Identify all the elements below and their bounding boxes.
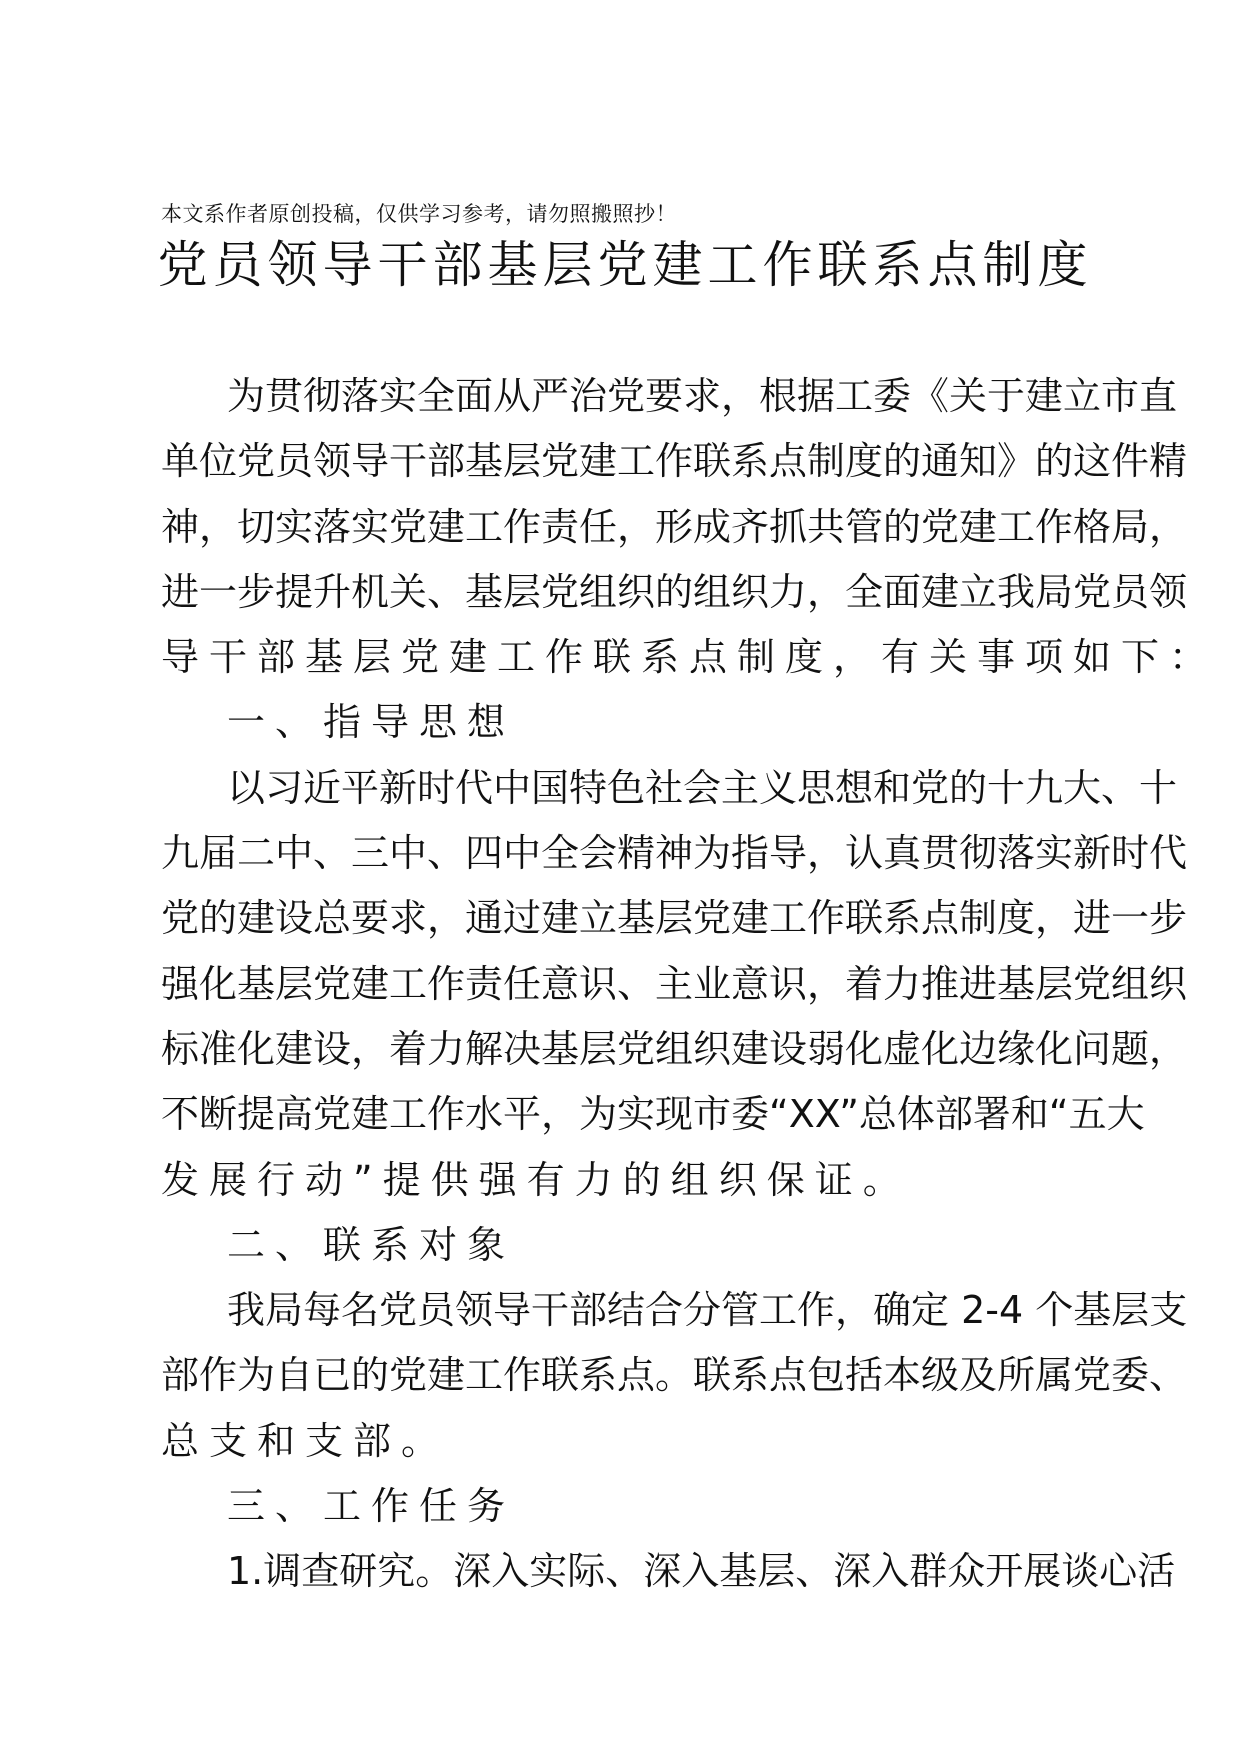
- paragraph-line: 神，切实落实党建工作责任，形成齐抓共管的党建工作格局，: [161, 504, 1188, 549]
- paragraph-line: 标准化建设，着力解决基层党组织建设弱化虚化边缘化问题，: [161, 1026, 1188, 1071]
- paragraph-line: 1.调查研究。深入实际、深入基层、深入群众开展谈心活: [227, 1549, 1176, 1594]
- paragraph-line: 九届二中、三中、四中全会精神为指导，认真贯彻落实新时代: [161, 831, 1188, 876]
- paragraph-line: 党的建设总要求，通过建立基层党建工作联系点制度，进一步: [161, 896, 1188, 941]
- paragraph-line: 以习近平新时代中国特色社会主义思想和党的十九大、十: [227, 765, 1178, 810]
- section-heading: 一、指导思想: [227, 700, 516, 745]
- document-title: 党员领导干部基层党建工作联系点制度: [157, 236, 1093, 294]
- paragraph-line: 进一步提升机关、基层党组织的组织力，全面建立我局党员领: [161, 569, 1188, 614]
- paragraph-line: 我局每名党员领导干部结合分管工作，确定 2-4 个基层支: [227, 1288, 1188, 1333]
- paragraph-line: 单位党员领导干部基层党建工作联系点制度的通知》的这件精: [161, 439, 1188, 484]
- section-heading: 二、联系对象: [227, 1222, 516, 1267]
- paragraph-line: 强化基层党建工作责任意识、主业意识，着力推进基层党组织: [161, 961, 1188, 1006]
- paragraph-line: 总支和支部。: [161, 1418, 450, 1463]
- paragraph-line: 为贯彻落实全面从严治党要求，根据工委《关于建立市直: [227, 374, 1178, 418]
- section-heading: 三、工作任务: [227, 1484, 516, 1529]
- paragraph-line: 不断提高党建工作水平，为实现市委“XX”总体部署和“五大: [161, 1092, 1145, 1137]
- paragraph-line: 导干部基层党建工作联系点制度，有关事项如下：: [161, 635, 1218, 680]
- copyright-notice: 本文系作者原创投稿，仅供学习参考，请勿照搬照抄！: [161, 202, 677, 226]
- paragraph-line: 发展行动”提供强有力的组织保证。: [161, 1157, 911, 1202]
- document-body: [161, 364, 1218, 1605]
- paragraph-line: 部作为自已的党建工作联系点。联系点包括本级及所属党委、: [161, 1353, 1188, 1398]
